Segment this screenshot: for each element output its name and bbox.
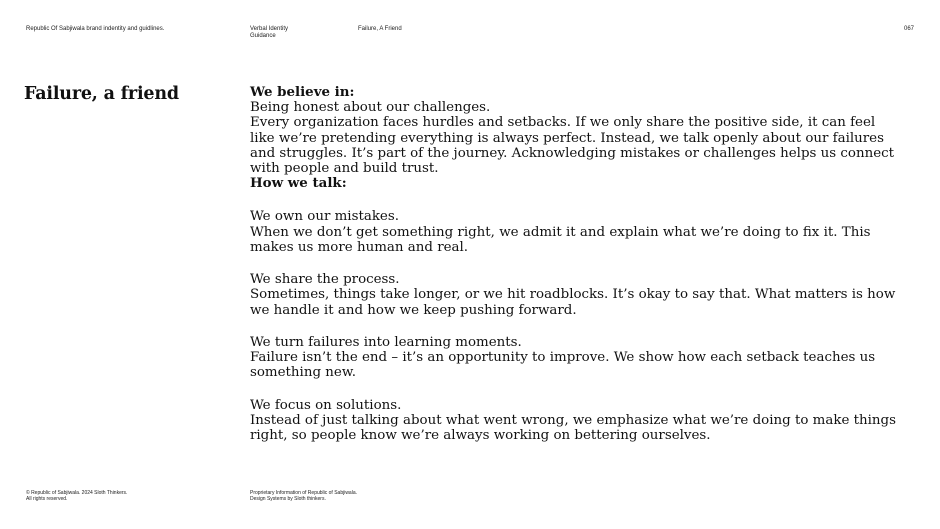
principle-own-mistakes	[250, 209, 900, 255]
beliefs-heading: We believe in:	[250, 84, 355, 100]
page-title: Failure, a friend	[24, 84, 179, 104]
principle-lead: We share the process.	[250, 272, 400, 288]
how-we-talk-section	[250, 176, 900, 443]
beliefs-lead: Being honest about our challenges.	[250, 100, 491, 116]
principle-share-process	[250, 272, 900, 318]
main-content	[250, 85, 900, 443]
principle-body: When we don’t get something right, we admit it and explain what we’re doing to fix it. This makes us more human and real.	[250, 224, 871, 255]
proprietary-line-1: Proprietary Information of Republic of Sabjiwala.	[250, 490, 357, 496]
principle-body: Instead of just talking about what went wrong, we emphasize what we’re doing to make things right, so people know we’re always working on bettering ourselves.	[250, 413, 896, 444]
principle-body: Sometimes, things take longer, or we hit roadblocks. It’s okay to say that. What matters is how we handle it and how we keep pushing forward.	[250, 287, 896, 318]
section-label	[250, 26, 288, 40]
copyright-line-1: © Republic of Sabjiwala. 2024 Sloth Thinkers.	[26, 490, 128, 496]
principle-lead: We turn failures into learning moments.	[250, 335, 522, 351]
proprietary-notice	[250, 490, 357, 502]
principle-lead: We own our mistakes.	[250, 209, 399, 225]
principle-focus-solutions	[250, 398, 900, 444]
page-number: 067	[903, 26, 914, 32]
beliefs-section	[250, 85, 900, 176]
principle-lead: We focus on solutions.	[250, 397, 402, 413]
copyright-notice	[26, 490, 127, 502]
beliefs-body: Every organization faces hurdles and setbacks. If we only share the positive side, it can feel like we’re pretending everything is always perfect. Instead, we talk openly about our failures and struggles. It’s part of the journey. Acknowledging mistakes or challenges helps us connect with people and build trust.	[250, 115, 895, 177]
principle-body: Failure isn’t the end – it’s an opportunity to improve. We show how each setback teaches us something new.	[250, 350, 876, 381]
section-label-line-2: Guidance	[250, 33, 276, 39]
proprietary-line-2: Design Systems by Sloth thinkers.	[250, 496, 326, 502]
how-we-talk-heading: How we talk:	[250, 175, 347, 192]
topic-label: Failure, A Friend	[358, 26, 402, 32]
brand-guidelines-label: Republic Of Sabjiwala brand indentity and guidlines.	[26, 26, 165, 32]
principle-learning-moments	[250, 335, 900, 381]
section-label-line-1: Verbal Identity	[250, 26, 289, 32]
copyright-line-2: All rights reserved.	[26, 496, 68, 502]
